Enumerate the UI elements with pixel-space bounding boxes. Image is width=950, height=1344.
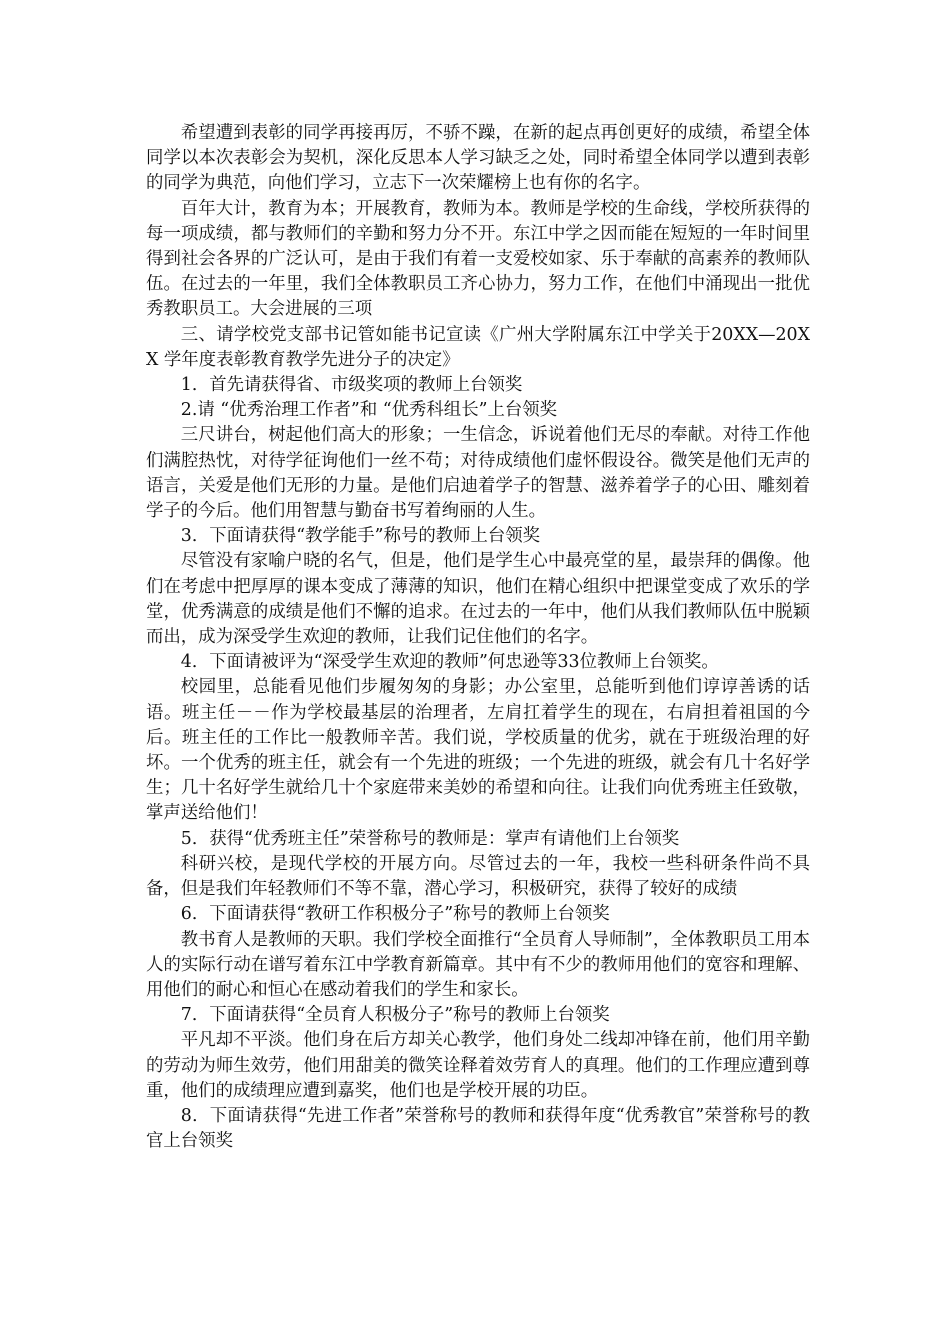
paragraph-award-2: 2.请 “优秀治理工作者”和 “优秀科组长”上台领奖 (180, 400, 558, 421)
paragraph-award-4: 4．下面请被评为“深受学生欢迎的教师”何忠逊等33位教师上台领奖。 (180, 652, 719, 673)
paragraph-closing-hope: 希望遭到表彰的同学再接再厉，不骄不躁，在新的起点再创更好的成绩，希望全体同学以本次表彰会为契机，深化反思本人学习缺乏之处，同时希望全体同学以遭到表彰的同学为典范，向他们学习，立志下一次荣耀榜上也有你的名字。 (146, 123, 810, 194)
paragraph-teachers-intro: 百年大计，教育为本；开展教育，教师为本。教师是学校的生命线，学校所获得的每一项成绩，都与教师们的辛勤和努力分不开。东江中学之因而能在短短的一年时间里得到社会各界的广泛认可，是由于我们有着一支爱校如家、乐于奉献的高素养的教师队伍。在过去的一年里，我们全体教职员工齐心协力，努力工作，在他们中涌现出一批优秀教职员工。大会进展的三项 (146, 198, 810, 320)
paragraph-award-6: 6．下面请获得“教研工作积极分子”称号的教师上台领奖 (180, 904, 610, 925)
paragraph-award-3: 3．下面请获得“教学能手”称号的教师上台领奖 (180, 526, 541, 547)
paragraph-tribute-mentors: 教书育人是教师的天职。我们学校全面推行“全员育人导师制”，全体教职员工用本人的实际行动在谱写着东江中学教育新篇章。其中有不少的教师用他们的宽容和理解、用他们的耐心和恒心在感动着我们的学生和家长。 (146, 929, 810, 1000)
paragraph-award-5: 5．获得“优秀班主任”荣誉称号的教师是：掌声有请他们上台领奖 (180, 828, 680, 849)
paragraph-award-1: 1．首先请获得省、市级奖项的教师上台领奖 (180, 375, 523, 396)
paragraph-tribute-head-teachers: 校园里，总能看见他们步履匆匆的身影；办公室里，总能听到他们谆谆善诱的话语。班主任－－作为学校最基层的治理者，左肩扛着学生的现在，右肩担着祖国的今后。班主任的工作比一般教师辛苦。我们说，学校质量的优劣，就在于班级治理的好坏。一个优秀的班主任，就会有一个先进的班级；一个先进的班级，就会有几十名好学生；几十名好学生就给几十个家庭带来美妙的希望和向往。让我们向优秀班主任致敬，掌声送给他们！ (146, 677, 810, 824)
paragraph-tribute-research: 科研兴校，是现代学校的开展方向。尽管过去的一年，我校一些科研条件尚不具备，但是我们年轻教师们不等不靠，潜心学习，积极研究，获得了较好的成绩 (146, 853, 810, 900)
paragraph-tribute-podium: 三尺讲台，树起他们高大的形象；一生信念，诉说着他们无尽的奉献。对待工作他们满腔热忱，对待学征询他们一丝不苟；对待成绩他们虚怀假设谷。微笑是他们无声的语言，关爱是他们无形的力量。是他们启迪着学子的智慧、滋养着学子的心田、雕刻着学子的今后。他们用智慧与勤奋书写着绚丽的人生。 (146, 425, 810, 522)
paragraph-award-7: 7．下面请获得“全员育人积极分子”称号的教师上台领奖 (180, 1005, 610, 1026)
paragraph-agenda-item-3: 三、请学校党支部书记管如能书记宣读《广州大学附属东江中学关于20XX—20XX 学年度表彰教育教学先进分子的决定》 (146, 324, 810, 370)
paragraph-award-8: 8．下面请获得“先进工作者”荣誉称号的教师和获得年度“优秀教官”荣誉称号的教官上台领奖 (146, 1105, 810, 1152)
paragraph-tribute-staff: 平凡却不平淡。他们身在后方却关心教学，他们身处二线却冲锋在前，他们用辛勤的劳动为师生效劳，他们用甜美的微笑诠释着效劳育人的真理。他们的工作理应遭到尊重，他们的成绩理应遭到嘉奖，他们也是学校开展的功臣。 (146, 1030, 810, 1101)
paragraph-tribute-stars: 尽管没有家喻户晓的名气，但是，他们是学生心中最亮堂的星，最崇拜的偶像。他们在考虑中把厚厚的课本变成了薄薄的知识，他们在精心组织中把课堂变成了欢乐的学堂，优秀满意的成绩是他们不懈的追求。在过去的一年中，他们从我们教师队伍中脱颖而出，成为深受学生欢迎的教师，让我们记住他们的名字。 (146, 551, 810, 648)
document-body (146, 121, 810, 1154)
